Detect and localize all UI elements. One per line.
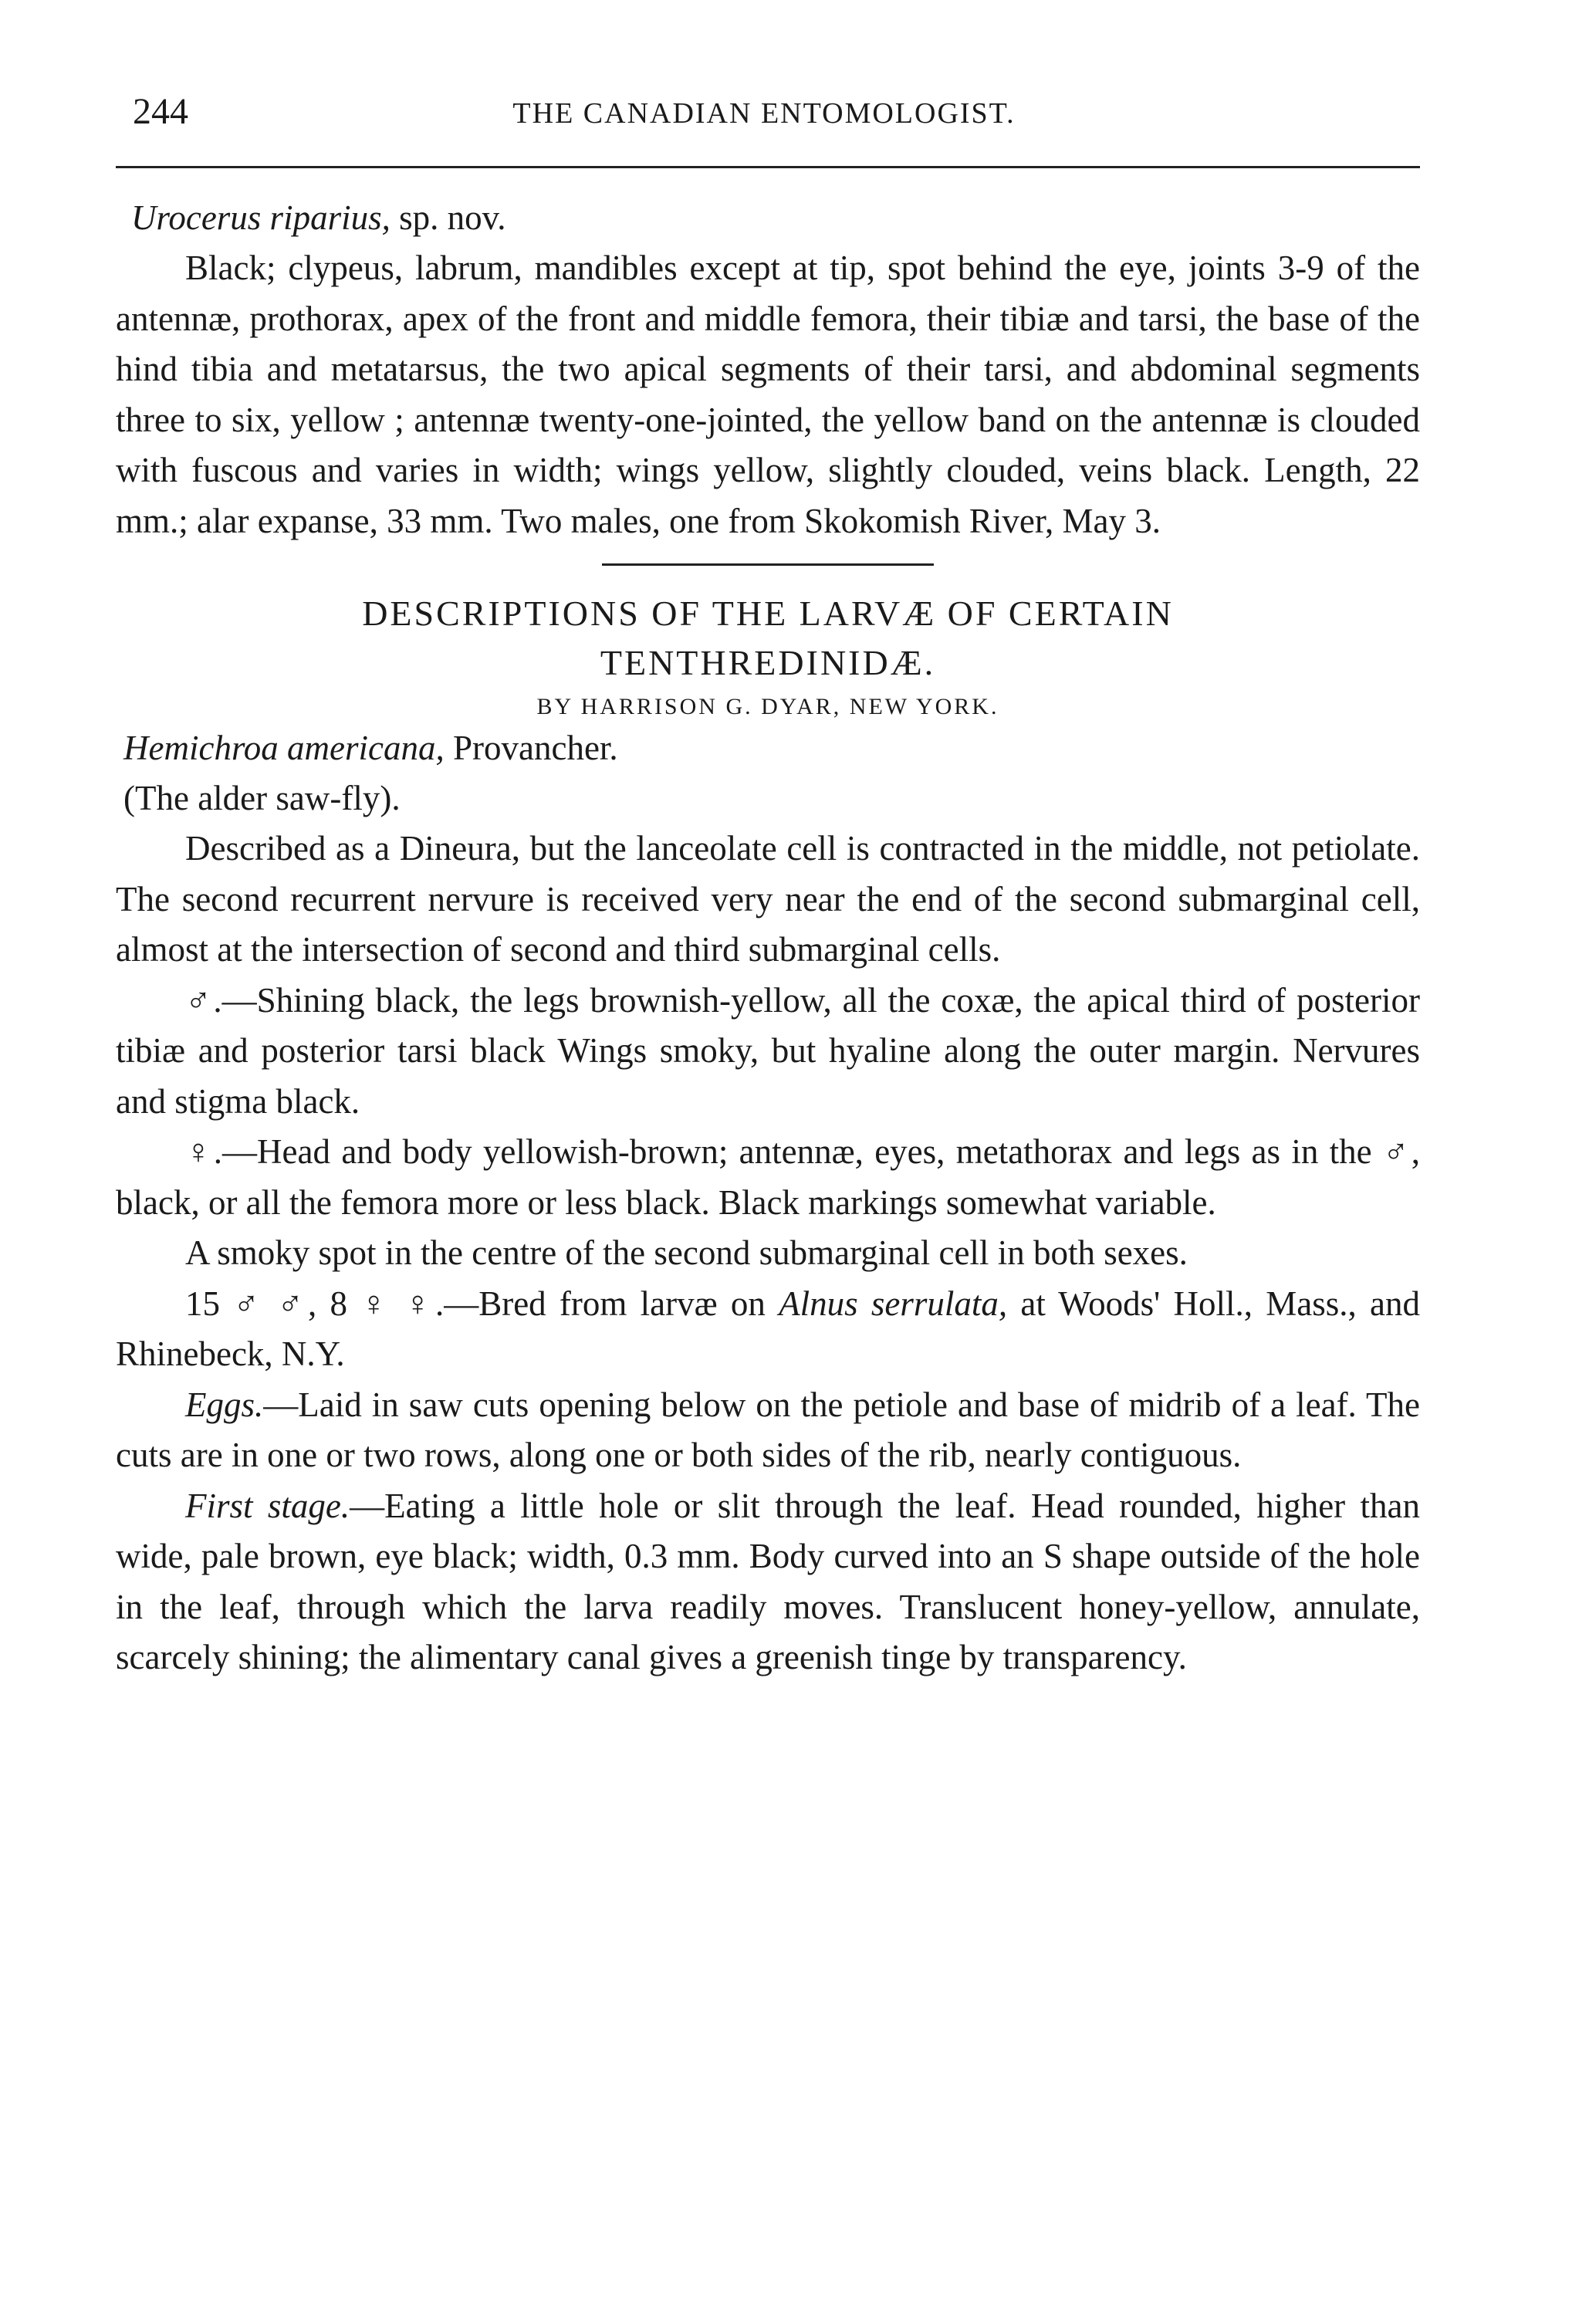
hemichroa-name: Hemichroa americana, bbox=[123, 729, 445, 767]
page-body bbox=[116, 193, 1420, 1683]
bred-host: Alnus serrulata, bbox=[779, 1284, 1008, 1323]
article-title-line1: DESCRIPTIONS OF THE LARVÆ OF CERTAIN bbox=[362, 594, 1174, 633]
first-stage-text: —Eating a little hole or slit through the leaf. Head rounded, higher than wide, pale brown, eye black; width, 0.3 mm. Body curved into an S shape outside of the hole in the leaf, through which the larva readily moves. Translucent honey-yellow, annulate, scarcely shining; the alimentary canal gives a greenish tinge by transparency. bbox=[116, 1486, 1420, 1676]
page-number: 244 bbox=[133, 91, 188, 132]
first-stage-label: First stage. bbox=[185, 1486, 350, 1525]
uroceros-status: sp. nov. bbox=[390, 198, 506, 237]
paragraph-male: ♂.—Shining black, the legs brownish-yellow, all the coxæ, the apical third of posterior tibiæ and posterior tarsi black Wings smoky, but hyaline along the outer margin. Nervures and stigma black. bbox=[116, 980, 1420, 1121]
paragraph-smoky-spot: A smoky spot in the centre of the second submarginal cell in both sexes. bbox=[185, 1233, 1188, 1272]
paragraph-first-stage bbox=[116, 1481, 1420, 1683]
page bbox=[116, 81, 1420, 1676]
common-name: (The alder saw-fly). bbox=[123, 779, 401, 817]
hemichroa-author: Provancher. bbox=[444, 729, 618, 767]
article-byline: BY HARRISON G. DYAR, NEW YORK. bbox=[536, 694, 999, 719]
uroceros-heading bbox=[131, 193, 1420, 243]
eggs-text: —Laid in saw cuts opening below on the petiole and base of midrib of a leaf. The cuts are in one or two rows, along one or both sides of the rib, nearly contiguous. bbox=[116, 1385, 1420, 1474]
header-rule bbox=[116, 166, 1420, 168]
eggs-label: Eggs. bbox=[185, 1385, 264, 1424]
article-title-line2: TENTHREDINIDÆ. bbox=[600, 643, 936, 682]
page-header bbox=[116, 81, 1412, 151]
paragraph-female: ♀.—Head and body yellowish-brown; antennæ, eyes, metathorax and legs as in the ♂, black, or all the femora more or less black. Black markings somewhat variable. bbox=[116, 1132, 1420, 1222]
uroceros-description: Black; clypeus, labrum, mandibles except at tip, spot behind the eye, joints 3-9 of the antennæ, prothorax, apex of the front and middle femora, their tibiæ and tarsi, the base of the hind tibia and metatarsus, the two apical segments of their tarsi, and abdominal segments three to six, yellow ; antennæ twenty-one-jointed, the yellow band on the antennæ is clouded with fuscous and varies in width; wings yellow, slightly clouded, veins black. Length, 22 mm.; alar expanse, 33 mm. Two males, one from Skokomish River, May 3. bbox=[116, 249, 1420, 540]
paragraph-eggs bbox=[116, 1380, 1420, 1481]
bred-suffix: at Woods' Holl., Mass., and Rhinebeck, N.Y. bbox=[116, 1284, 1420, 1373]
hemichroa-heading bbox=[123, 723, 1420, 773]
section-divider bbox=[602, 563, 934, 566]
uroceros-name: Urocerus riparius, bbox=[131, 198, 390, 237]
bred-prefix: 15 ♂ ♂, 8 ♀ ♀.—Bred from larvæ on bbox=[185, 1284, 779, 1323]
paragraph-description: Described as a Dineura, but the lanceolate cell is contracted in the middle, not petiolate. The second recurrent nervure is received very near the end of the second submarginal cell, almost at the intersection of second and third submarginal cells. bbox=[116, 829, 1420, 969]
paragraph-bred bbox=[116, 1279, 1420, 1380]
running-title: THE CANADIAN ENTOMOLOGIST. bbox=[512, 97, 1016, 130]
